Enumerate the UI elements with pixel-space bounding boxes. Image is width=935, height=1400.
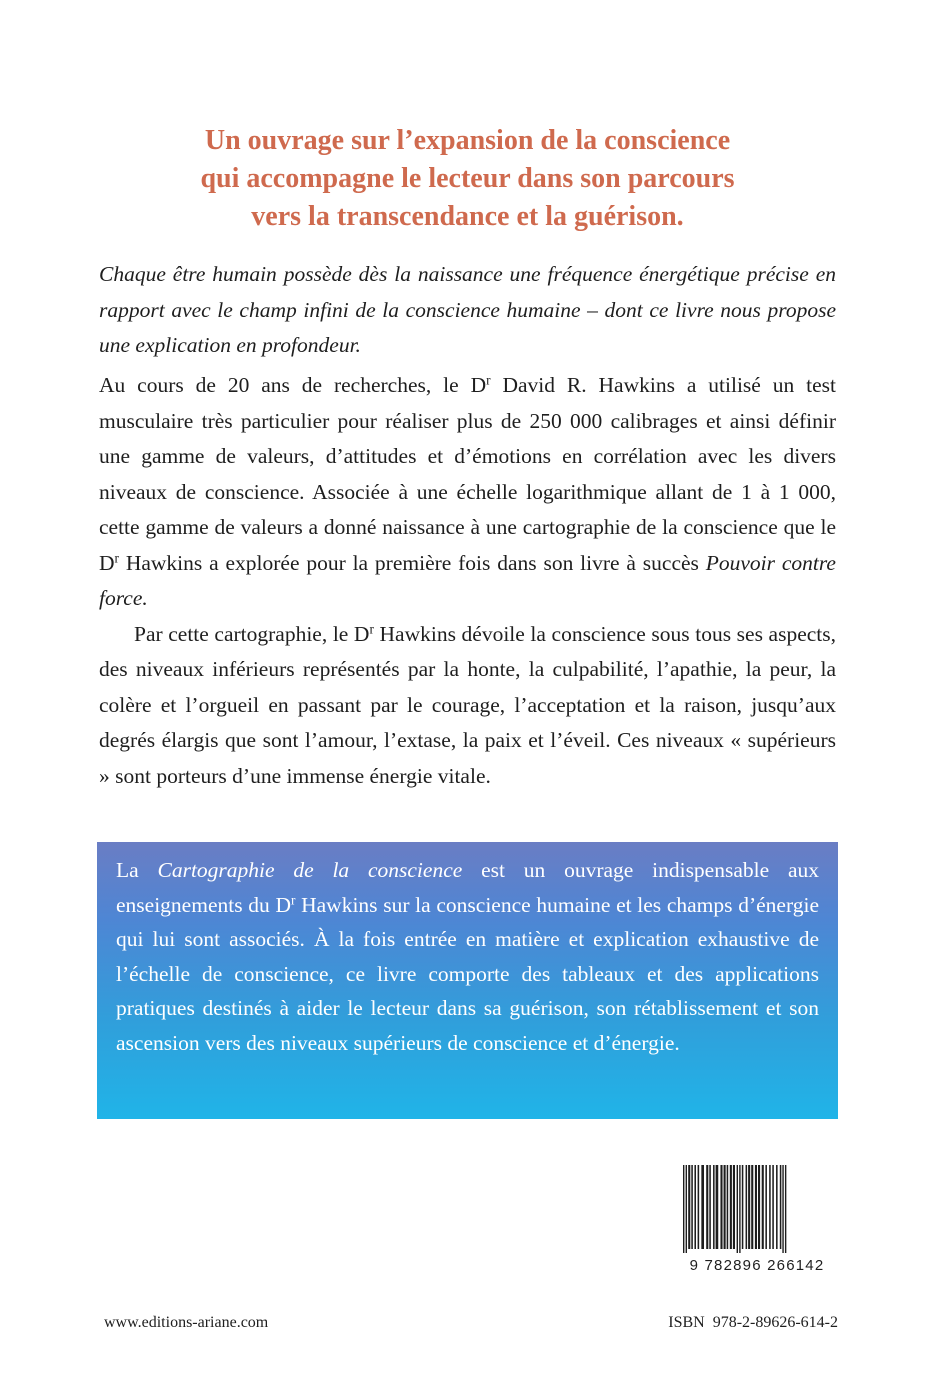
barcode-bar (769, 1165, 771, 1249)
barcode-bar (720, 1165, 722, 1249)
barcode-bar (713, 1165, 715, 1249)
highlight-part-1: La (116, 858, 158, 882)
barcode-bar (780, 1165, 782, 1249)
tagline-line-3: vers la transcendance et la guérison. (251, 201, 684, 232)
isbn-number: ISBN 978-2-89626-614-2 (668, 1314, 838, 1331)
superscript-r: r (114, 550, 119, 566)
barcode-bar (758, 1165, 760, 1249)
barcode-bar (724, 1165, 726, 1249)
barcode-bar (739, 1165, 740, 1253)
superscript-r: r (369, 621, 374, 637)
tagline (100, 122, 835, 236)
tagline-line-1: Un ouvrage sur l’expansion de la conscience (204, 125, 731, 156)
barcode-bar (755, 1165, 757, 1249)
highlight-box (97, 842, 838, 1119)
paragraph-research-part-2: David R. Hawkins a utilisé un test musculaire très particulier pour réaliser plus de 250 000 calibrages et ainsi définir une gamme de valeurs, d’attitudes et d’émotions en corrélation avec les divers niveaux de conscience. Associée à une échelle logarithmique allant de 1 à 1 000, cette gamme de valeurs a donné naissance à une cartographie de la conscience que le D (99, 373, 836, 575)
barcode-bar (746, 1165, 748, 1249)
barcode-digits: 9 782896 266142 (689, 1257, 825, 1274)
barcode-bar (730, 1165, 732, 1249)
barcode-bar (691, 1165, 693, 1249)
barcode-bar (733, 1165, 735, 1249)
paragraph-levels (99, 617, 836, 795)
barcode-bar (698, 1165, 700, 1249)
barcode-bar (716, 1165, 719, 1249)
book-title-cartographie: Cartographie de la conscience (157, 858, 463, 882)
paragraph-research-part-1: Au cours de 20 ans de recherches, le D (99, 373, 487, 397)
barcode-bar (701, 1165, 704, 1249)
barcode-bar (751, 1165, 753, 1249)
barcode-bar (683, 1165, 684, 1253)
barcode-bar (782, 1165, 783, 1253)
isbn-barcode (677, 1165, 837, 1285)
barcode-bar (709, 1165, 711, 1249)
barcode-bar (737, 1165, 738, 1253)
barcode-bars (677, 1165, 837, 1257)
publisher-website: www.editions-ariane.com (104, 1314, 269, 1331)
superscript-r: r (290, 892, 296, 908)
barcode-bar (765, 1165, 767, 1249)
barcode-bar (727, 1165, 729, 1249)
book-title-pouvoir-contre-force: Pouvoir contre force. (99, 550, 836, 610)
highlight-part-3: Hawkins sur la conscience humaine et les champs d’énergie qui lui sont associés. À la fois entrée en matière et explication exhaustive de l’échelle de conscience, ce livre comporte des tableaux et des applications pratiques destinés à aider le lecteur dans sa guérison, son rétablissement et son ascension vers des niveaux supérieurs de conscience et d’énergie. (116, 892, 819, 1055)
intro-paragraph: Chaque être humain possède dès la naissance une fréquence énergétique précise en rapport avec le champ infini de la conscience humaine – dont ce livre nous propose une explication en profondeur. (99, 262, 836, 357)
body-text (99, 368, 836, 794)
barcode-bar (688, 1165, 690, 1249)
paragraph-levels-part-2: Hawkins dévoile la conscience sous tous ses aspects, des niveaux inférieurs représentés par la honte, la culpabilité, l’apathie, la peur, la colère et l’orgueil en passant par le courage, l’acceptation et la raison, jusqu’aux degrés élargis que sont l’amour, l’extase, la paix et l’éveil. Ces niveaux « supérieurs » sont porteurs d’une immense énergie vitale. (99, 621, 837, 788)
barcode-bar (776, 1165, 778, 1249)
barcode-bar (706, 1165, 708, 1249)
highlight-part-2: est un ouvrage indispensable aux enseignements du D (116, 858, 819, 917)
barcode-bar (694, 1165, 696, 1249)
paragraph-research (99, 368, 836, 617)
highlight-paragraph (116, 853, 819, 1060)
tagline-line-2: qui accompagne le lecteur dans son parcours (200, 163, 735, 194)
barcode-bar (686, 1165, 687, 1253)
barcode-bar (772, 1165, 774, 1249)
barcode-bar (785, 1165, 786, 1253)
barcode-bar (742, 1165, 744, 1249)
paragraph-levels-part-1: Par cette cartographie, le D (134, 621, 370, 646)
superscript-r: r (486, 372, 491, 388)
barcode-bar (762, 1165, 764, 1249)
barcode-bar (748, 1165, 750, 1249)
paragraph-research-part-3: Hawkins a explorée pour la première fois dans son livre à succès (118, 550, 706, 575)
